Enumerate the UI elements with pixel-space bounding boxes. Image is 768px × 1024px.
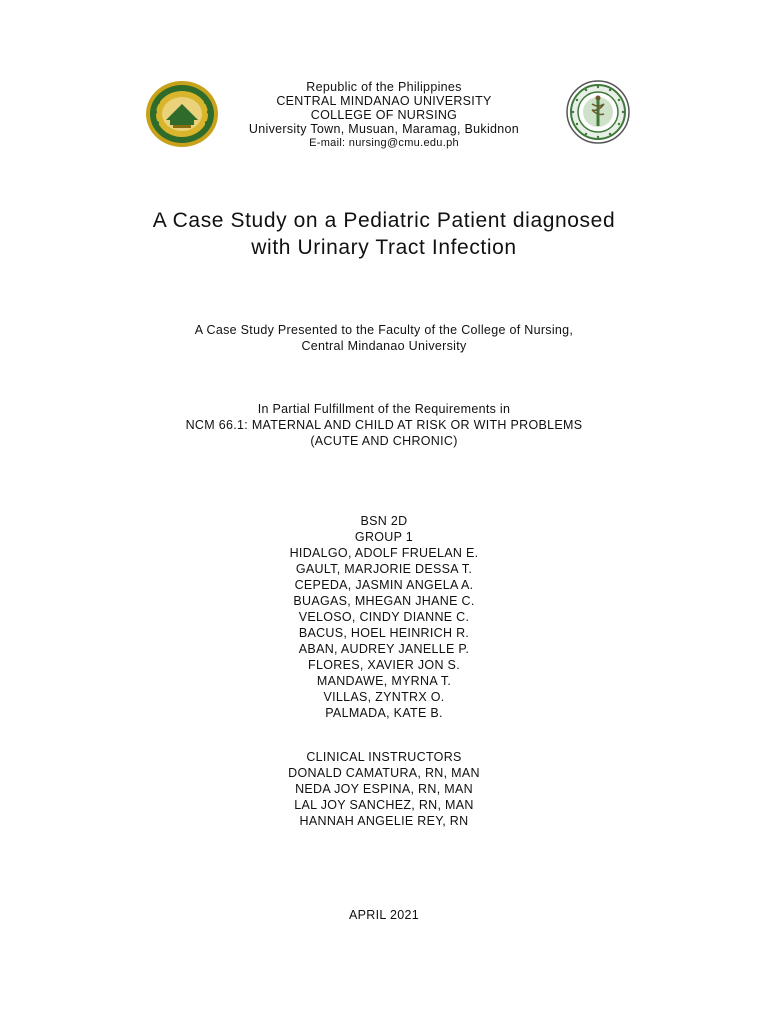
member-name: FLORES, XAVIER JON S.: [308, 658, 460, 672]
member-name: PALMADA, KATE B.: [325, 706, 443, 720]
instructors-heading: CLINICAL INSTRUCTORS: [306, 750, 462, 764]
document-date: APRIL 2021: [349, 908, 419, 922]
instructor-name: HANNAH ANGELIE REY, RN: [299, 814, 469, 828]
fulfillment-line-3: (ACUTE AND CHRONIC): [310, 434, 458, 448]
presented-statement: [0, 322, 768, 354]
letterhead: [0, 80, 768, 150]
group-section: BSN 2D: [360, 514, 408, 528]
member-name: MANDAWE, MYRNA T.: [316, 674, 452, 688]
instructor-name: LAL JOY SANCHEZ, RN, MAN: [294, 798, 474, 812]
member-name: BUAGAS, MHEGAN JHANE C.: [293, 594, 475, 608]
header-college: COLLEGE OF NURSING: [310, 108, 458, 122]
member-name: GAULT, MARJORIE DESSA T.: [295, 562, 473, 576]
header-address: University Town, Musuan, Maramag, Bukidnon: [248, 122, 520, 136]
group-name: GROUP 1: [354, 530, 414, 544]
title-line-2: with Urinary Tract Infection: [251, 236, 517, 259]
group-members: [0, 513, 768, 721]
presented-line-1: A Case Study Presented to the Faculty of the College of Nursing,: [194, 323, 574, 337]
member-name: BACUS, HOEL HEINRICH R.: [298, 626, 470, 640]
instructor-name: NEDA JOY ESPINA, RN, MAN: [295, 782, 473, 796]
member-name: CEPEDA, JASMIN ANGELA A.: [294, 578, 474, 592]
clinical-instructors: [0, 749, 768, 829]
presented-line-2: Central Mindanao University: [301, 339, 467, 353]
header-republic: Republic of the Philippines: [306, 80, 462, 94]
header-email: E-mail: nursing@cmu.edu.ph: [309, 137, 459, 149]
member-name: ABAN, AUDREY JANELLE P.: [298, 642, 470, 656]
fulfillment-line-1: In Partial Fulfillment of the Requirements in: [257, 402, 511, 416]
header-university: CENTRAL MINDANAO UNIVERSITY: [276, 94, 492, 108]
member-name: VELOSO, CINDY DIANNE C.: [298, 610, 470, 624]
fulfillment-line-2: NCM 66.1: MATERNAL AND CHILD AT RISK OR WITH PROBLEMS: [185, 418, 583, 432]
document-title: [0, 207, 768, 261]
title-line-1: A Case Study on a Pediatric Patient diagnosed: [152, 209, 616, 232]
fulfillment-statement: [0, 401, 768, 449]
member-name: HIDALGO, ADOLF FRUELAN E.: [289, 546, 479, 560]
member-name: VILLAS, ZYNTRX O.: [323, 690, 445, 704]
instructor-name: DONALD CAMATURA, RN, MAN: [288, 766, 480, 780]
